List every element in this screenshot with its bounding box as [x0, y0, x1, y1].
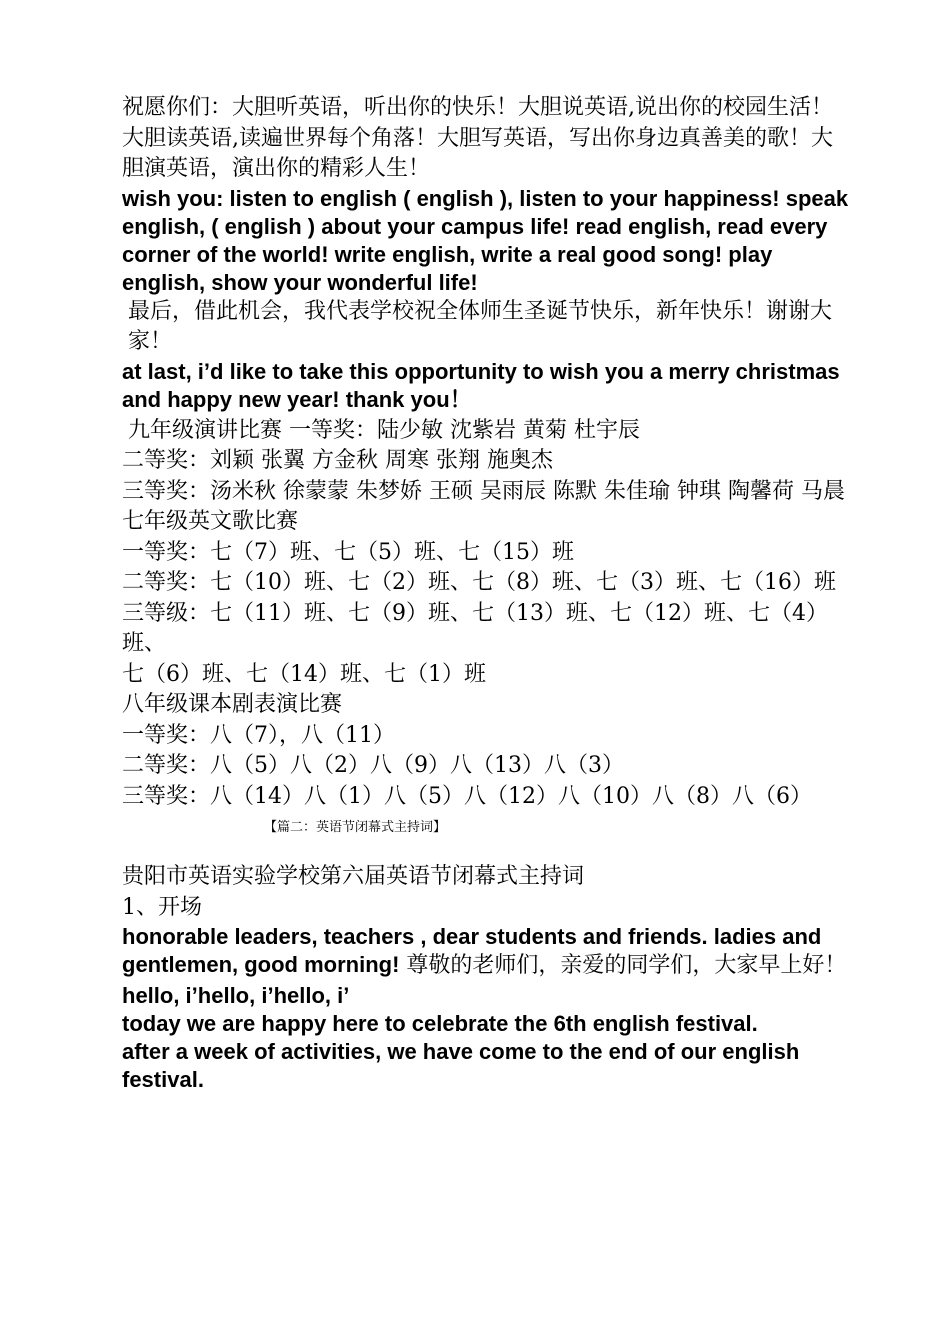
part2-title: 贵阳市英语实验学校第六届英语节闭幕式主持词	[122, 864, 585, 889]
zh-closing-paragraph: 最后，借此机会，我代表学校祝全体师生圣诞节快乐，新年快乐！谢谢大家！	[128, 298, 833, 354]
grade7-third-prize-cont: 七（6）班、七（14）班、七（1）班	[122, 661, 486, 687]
grade7-title: 七年级英文歌比赛	[122, 509, 299, 534]
greeting-paragraph	[114, 923, 849, 982]
after-line: after a week of activities, we have come to the end of our english festival.	[122, 1038, 800, 1092]
en-wish-paragraph: wish you: listen to english ( english ), listen to your happiness! speak english, ( english ) about your campus life! read english, read every corner of the world! write english, write a real good song! play english, show your wonderful life!	[122, 185, 849, 295]
grade7-third-prize: 三等级：七（11）班、七（9）班、七（13）班、七（12）班、七（4）班、	[122, 600, 828, 656]
greeting-en: honorable leaders, teachers , dear students and friends. ladies and gentlemen, good morning!	[122, 924, 822, 977]
greeting-zh: 尊敬的老师们，亲爱的同学们，大家早上好！	[399, 953, 847, 978]
grade8-title: 八年级课本剧表演比赛	[122, 692, 343, 717]
zh-wish-paragraph: 祝愿你们：大胆听英语，听出你的快乐！大胆说英语,说出你的校园生活！ 大胆读英语,读遍世界每个角落！大胆写英语，写出你身边真善美的歌！大胆演英语，演出你的精彩人生！	[122, 95, 833, 181]
grade9-first-prize: 九年级演讲比赛 一等奖：陆少敏 沈紫岩 黄菊 杜宇辰	[128, 417, 640, 443]
grade7-second-prize: 二等奖：七（10）班、七（2）班、七（8）班、七（3）班、七（16）班	[122, 570, 836, 595]
hello-line: hello, i’hello, i’hello, i’	[122, 982, 350, 1008]
grade8-first-prize: 一等奖：八（7），八（11）	[122, 722, 395, 748]
grade7-first-prize: 一等奖：七（7）班、七（5）班、七（15）班	[122, 539, 574, 565]
document-body	[114, 93, 849, 1094]
grade9-third-prize: 三等奖：汤米秋 徐蒙蒙 朱梦娇 王硕 吴雨辰 陈默 朱佳瑜 钟琪 陶馨荷 马晨	[122, 478, 845, 504]
today-line: today we are happy here to celebrate the 6th english festival.	[122, 1010, 758, 1036]
grade9-second-prize: 二等奖：刘颖 张翼 方金秋 周寒 张翔 施奥杰	[122, 448, 553, 473]
grade8-second-prize: 二等奖：八（5）八（2）八（9）八（13）八（3）	[122, 753, 624, 778]
part2-step1: 1、开场	[122, 894, 202, 920]
en-closing-paragraph: at last, i’d like to take this opportunity to wish you a merry christmas and happy new year! thank you！	[122, 358, 840, 412]
grade8-third-prize: 三等奖：八（14）八（1）八（5）八（12）八（10）八（8）八（6）	[122, 783, 812, 809]
section-note: 【篇二：英语节闭幕式主持词】	[264, 820, 447, 835]
